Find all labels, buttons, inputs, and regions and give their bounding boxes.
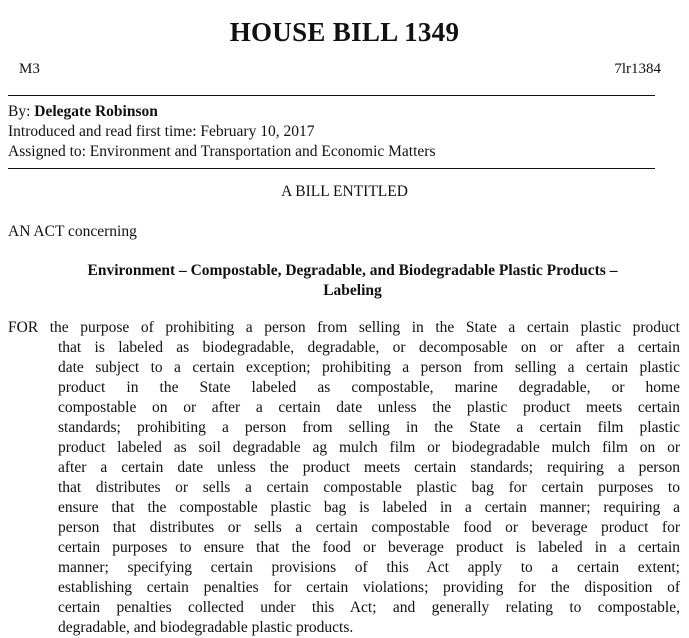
purpose-line: manner; specifying certain provisions of this Act apply to a certain extent;: [58, 559, 680, 576]
purpose-line: after a certain date unless the product meets certain standards; requiring a person: [58, 459, 680, 476]
bill-entitled-heading: A BILL ENTITLED: [281, 183, 408, 200]
purpose-line: establishing certain penalties for certain violations; providing for the disposition of: [58, 579, 680, 596]
top-divider: [8, 95, 655, 96]
act-concerning: AN ACT concerning: [8, 223, 137, 240]
bill-metadata: [8, 102, 658, 162]
sponsor-line: [8, 102, 658, 122]
introduced-line: Introduced and read first time: February 10, 2017: [8, 123, 315, 140]
purpose-paragraph: [8, 318, 680, 638]
purpose-line: standards; prohibiting a person from selling in the State a certain film plastic: [58, 419, 680, 436]
bottom-divider: [8, 168, 655, 169]
purpose-line: certain penalties collected under this Act; and generally relating to compostable,: [58, 599, 680, 616]
sponsor-name: Delegate Robinson: [34, 103, 158, 120]
purpose-line: product in the State labeled as compostable, marine degradable, or home: [58, 379, 680, 396]
purpose-line: compostable on or after a certain date unless the plastic product meets certain: [58, 399, 680, 416]
subject-code: M3: [19, 61, 40, 77]
bill-subject-heading: [30, 261, 675, 301]
purpose-line: degradable, and biodegradable plastic products.: [58, 619, 354, 636]
assigned-line: Assigned to: Environment and Transportation and Economic Matters: [8, 143, 436, 160]
purpose-line: date subject to a certain exception; prohibiting a person from selling a certain plastic: [58, 359, 680, 376]
by-label: By:: [8, 103, 35, 120]
purpose-line: FOR the purpose of prohibiting a person from selling in the State a certain plastic product: [8, 319, 680, 336]
drafting-code: 7lr1384: [614, 61, 661, 77]
bill-title: HOUSE BILL 1349: [229, 17, 460, 47]
subject-line: Labeling: [323, 282, 382, 299]
purpose-line: person that distributes or sells a certain compostable food or beverage product for: [58, 519, 680, 536]
purpose-line: that is labeled as biodegradable, degradable, or decomposable on or after a certain: [58, 339, 680, 356]
purpose-line: product labeled as soil degradable ag mulch film or biodegradable mulch film on or: [58, 439, 680, 456]
subject-line: Environment – Compostable, Degradable, and Biodegradable Plastic Products –: [87, 262, 618, 279]
purpose-line: certain purposes to ensure that the food or beverage product is labeled in a certain: [58, 539, 680, 556]
purpose-line: that distributes or sells a certain compostable plastic bag for certain purposes to: [58, 479, 680, 496]
purpose-line: ensure that the compostable plastic bag is labeled in a certain manner; requiring a: [58, 499, 680, 516]
